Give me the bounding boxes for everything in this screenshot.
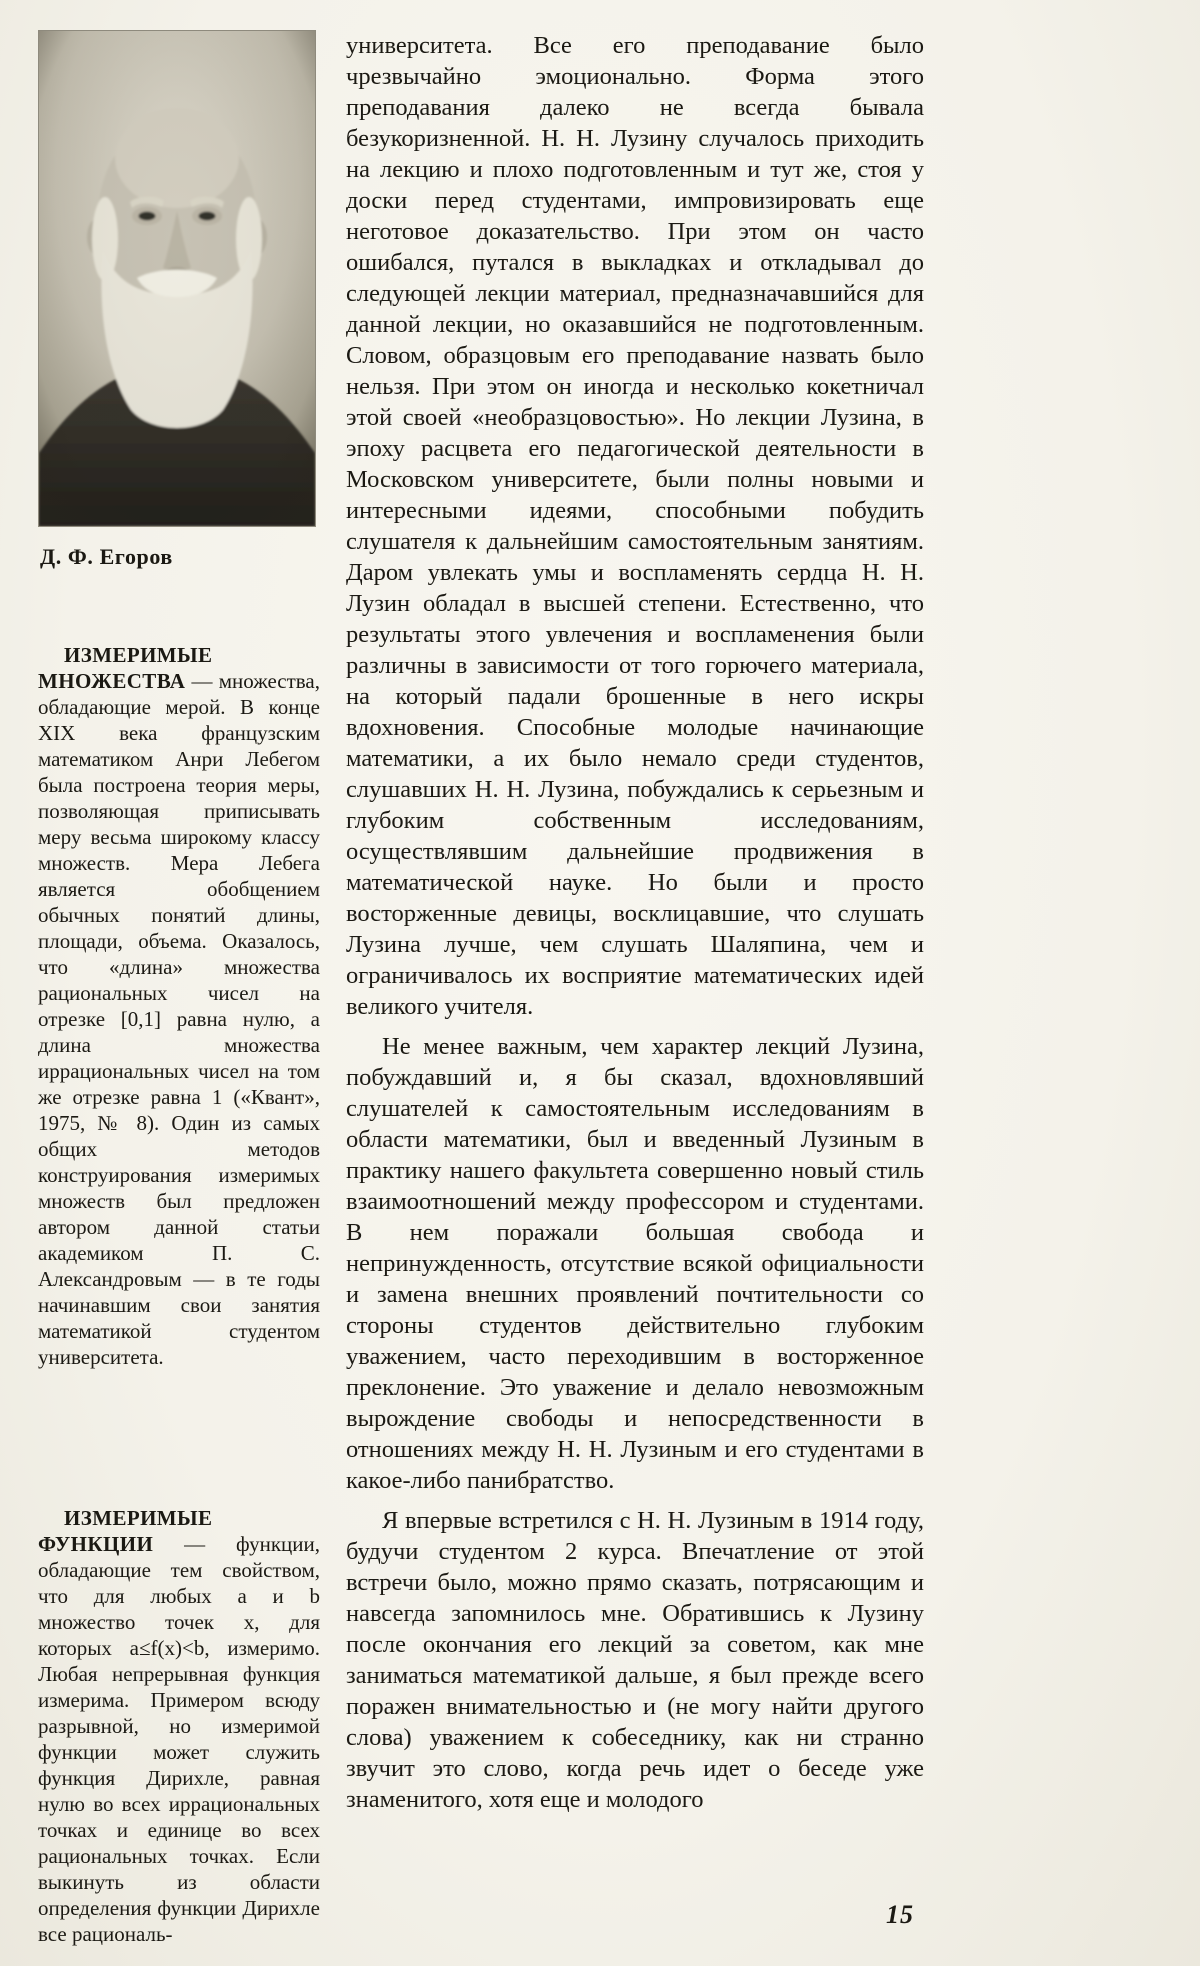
- page-columns: [38, 30, 924, 1947]
- portrait-photo: [38, 30, 316, 527]
- glossary-body: — множества, обладающие мерой. В конце XIX века французским математиком Анри Лебегом была построена теория меры, позволяющая приписывать меру весьма широкому классу множеств. Мера Лебега является обобщением обычных понятий длины, площади, объема. Оказалось, что «длина» множества рациональных чисел на отрезке [0,1] равна нулю, а длина множества иррациональных чисел на том же отрезке равна 1 («Квант», 1975, № 8). Один из самых общих методов конструирования измеримых множеств был предложен автором данной статьи академиком П. С. Александровым — в те годы начинавшим свои занятия математикой студентом университета.: [38, 669, 320, 1369]
- glossary-term: ИЗМЕРИМЫЕ ФУНКЦИИ: [38, 1506, 213, 1556]
- glossary: [38, 642, 320, 1947]
- page-number: 15: [886, 1900, 914, 1929]
- portrait-figure: [38, 30, 320, 570]
- glossary-term: ИЗМЕРИМЫЕ МНОЖЕСТВА: [38, 643, 213, 693]
- glossary-entry-measurable-functions: [38, 1505, 320, 1947]
- portrait-photo-image: [39, 31, 315, 526]
- left-column: [38, 30, 320, 1947]
- glossary-entry-measurable-sets: [38, 642, 320, 1370]
- photo-caption: Д. Ф. Егоров: [40, 544, 173, 569]
- article-paragraph: Не менее важным, чем характер лекций Лузина, побуждавший и, я бы сказал, вдохновлявший слушателей к самостоятельным исследованиям в области математики, был и введенный Лузиным в практику нашего факультета совершенно новый стиль взаимоотношений между профессором и студентами. В нем поражали большая свобода и непринужденность, отсутствие всякой официальности и замена внешних проявлений почтительности со стороны студентов действительно глубоким уважением, часто переходившим в восторженное преклонение. Это уважение и делало невозможным вырождение свободы и непосредственности в отношениях между Н. Н. Лузиным и его студентами в какое-либо панибратство.: [346, 1033, 924, 1494]
- article-paragraph: Я впервые встретился с Н. Н. Лузиным в 1914 году, будучи студентом 2 курса. Впечатление от этой встречи было, можно прямо сказать, потрясающим и навсегда запомнилось мне. Обратившись к Лузину после окончания его лекций за советом, как мне заниматься математикой дальше, я был прежде всего поражен внимательностью и (не могу найти другого слова) уважением к собеседнику, как ни странно звучит это слово, когда речь идет о беседе уже знаменитого, хотя еще и молодого: [346, 1507, 924, 1813]
- article-column: [346, 30, 924, 1947]
- glossary-body: — функции, обладающие тем свойством, что для любых a и b множество точек x, для которых a≤f(x)<b, измеримо. Любая непрерывная функция измерима. Примером всюду разрывной, но измеримой функции может служить функция Дирихле, равная нулю во всех иррациональных точках и единице во всех рациональных точках. Если выкинуть из области определения функции Дирихле все рациональ-: [38, 1532, 320, 1946]
- article-paragraph: университета. Все его преподавание было чрезвычайно эмоционально. Форма этого преподавания далеко не всегда бывала безукоризненной. Н. Н. Лузину случалось приходить на лекцию и плохо подготовленным и тут же, стоя у доски перед студентами, импровизировать еще неготовое доказательство. При этом он часто ошибался, путался в выкладках и откладывал до следующей лекции материал, предназначавшийся для данной лекции, но оказавшийся не подготовленным. Словом, образцовым его преподавание назвать было нельзя. При этом он иногда и несколько кокетничал этой своей «необразцовостью». Но лекции Лузина, в эпоху расцвета его педагогической деятельности в Московском университете, были полны новыми и интересными идеями, способными побудить слушателя к дальнейшим самостоятельным занятиям. Даром увлекать умы и воспламенять сердца Н. Н. Лузин обладал в высшей степени. Естественно, что результаты этого увлечения и воспламенения были различны в зависимости от того горючего материала, на который падали брошенные в него искры вдохновения. Способные молодые начинающие математики, а их было немало среди студентов, слушавших Н. Н. Лузина, побуждались к серьезным и глубоким собственным исследованиям, осуществлявшим дальнейшие продвижения в математической науке. Но были и просто восторженные девицы, восклицавшие, что слушать Лузина лучше, чем слушать Шаляпина, чем и ограничивалось их восприятие математических идей великого учителя.: [346, 32, 924, 1020]
